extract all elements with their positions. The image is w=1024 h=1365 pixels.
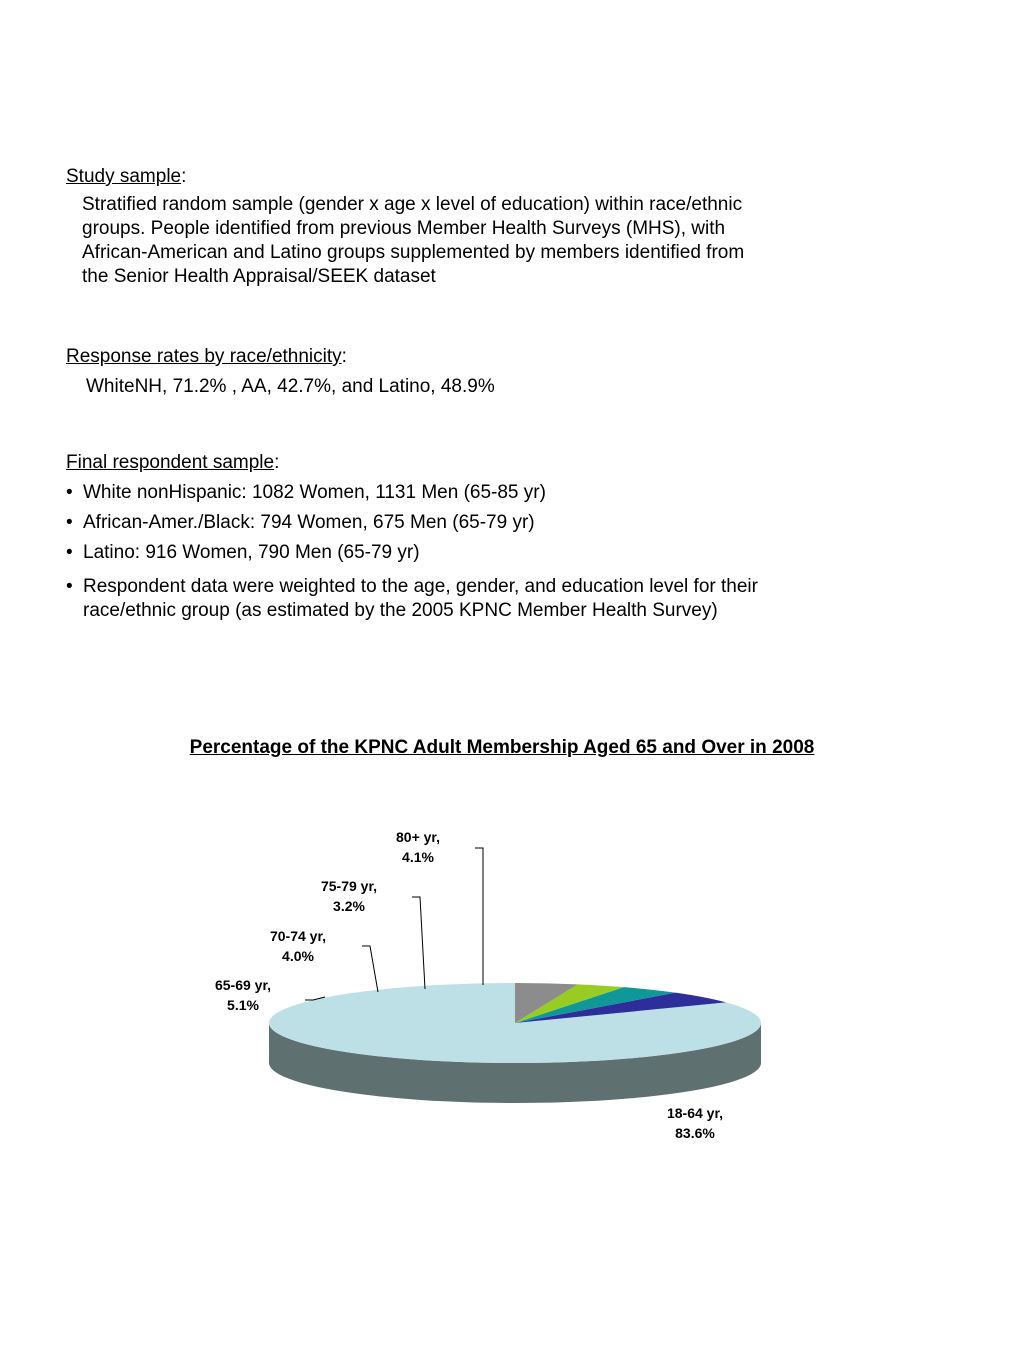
pie-label: 65-69 yr, [214, 977, 272, 993]
weighting-note-line-2: race/ethnic group (as estimated by the 2005 KPNC Member Health Survey) [83, 600, 718, 621]
list-item-text: Latino: 916 Women, 790 Men (65-79 yr) [83, 542, 420, 563]
pie-value-label: 4.0% [282, 948, 314, 964]
pie-leader-line [475, 848, 483, 985]
response-rates-heading-text: Response rates by race/ethnicity [66, 346, 342, 367]
bullet-dot: • [66, 542, 73, 563]
weighting-note-line-1: Respondent data were weighted to the age, gender, and education level for their [83, 576, 758, 597]
study-sample-colon: : [181, 166, 187, 187]
pie-value-label: 4.1% [402, 849, 434, 865]
pie-leader-line [362, 946, 378, 992]
study-sample-heading-text: Study sample [66, 166, 182, 187]
bullet-dot: • [66, 576, 73, 597]
list-item-text: White nonHispanic: 1082 Women, 1131 Men (65-85 yr) [83, 482, 546, 503]
pie-label: 80+ yr, [396, 829, 440, 845]
study-sample-line-4: the Senior Health Appraisal/SEEK dataset [82, 266, 436, 287]
list-item-text: African-Amer./Black: 794 Women, 675 Men (65-79 yr) [83, 512, 535, 533]
final-sample-heading-text: Final respondent sample [66, 452, 275, 473]
pie-label: 70-74 yr, [269, 928, 327, 944]
response-rates-colon: : [341, 346, 347, 367]
bullet-dot: • [66, 512, 73, 533]
study-sample-line-3: African-American and Latino groups supplemented by members identified from [82, 242, 745, 263]
response-rates-text: WhiteNH, 71.2% , AA, 42.7%, and Latino, 48.9% [86, 376, 495, 397]
study-sample-line-2: groups. People identified from previous Member Health Surveys (MHS), with [82, 218, 726, 239]
pie-value-label: 5.1% [227, 997, 259, 1013]
pie-leader-line [412, 897, 425, 989]
pie-label: 75-79 yr, [320, 878, 378, 894]
final-sample-colon: : [274, 452, 280, 473]
bullet-dot: • [66, 482, 73, 503]
pie-value-label: 3.2% [333, 898, 365, 914]
chart-title-text: Percentage of the KPNC Adult Membership Aged 65 and Over in 2008 [189, 737, 815, 758]
pie-value-label: 83.6% [675, 1125, 715, 1141]
pie-label: 18-64 yr, [666, 1105, 724, 1121]
study-sample-line-1: Stratified random sample (gender x age x level of education) within race/ethnic [82, 194, 743, 215]
